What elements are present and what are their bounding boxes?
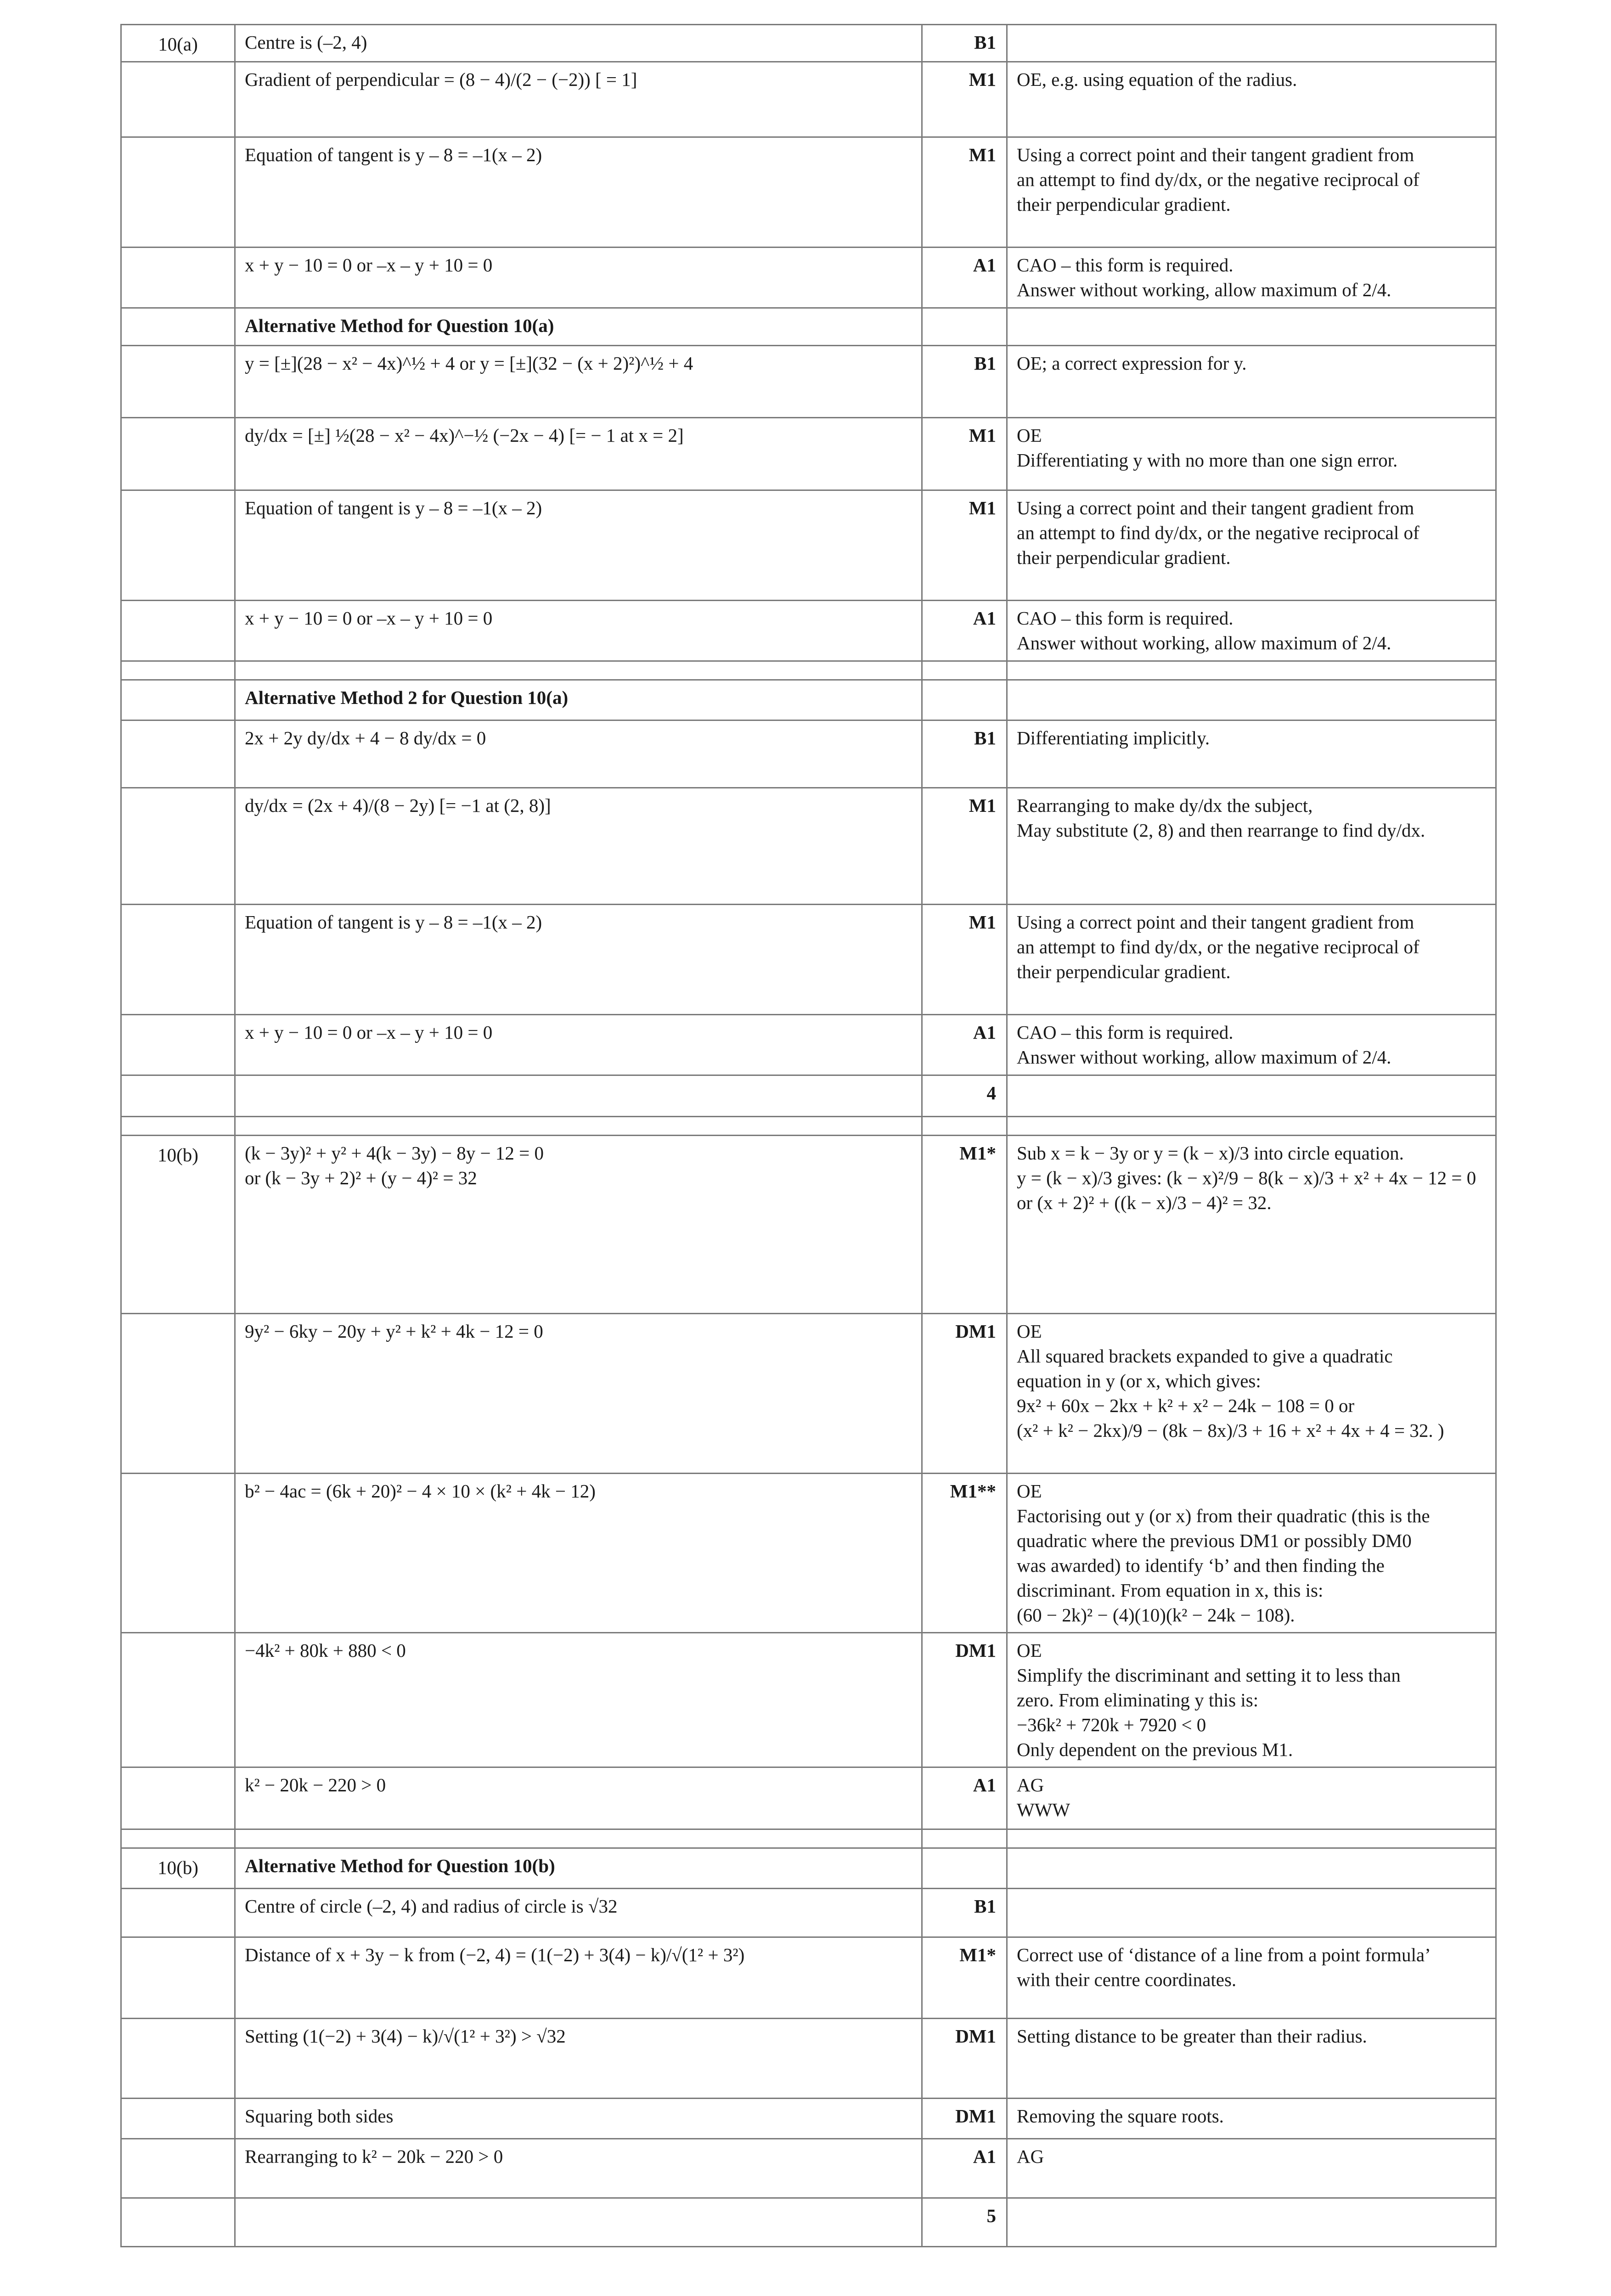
- response-cell: [235, 1136, 922, 1314]
- guidance-line: OE: [1017, 1480, 1042, 1502]
- mark-row: [121, 788, 1496, 905]
- guidance-line: an attempt to find dy/dx, or the negative reciprocal of: [1017, 522, 1419, 543]
- guidance-line: Only dependent on the previous M1.: [1017, 1739, 1293, 1760]
- guidance-line: equation in y (or x, which gives:: [1017, 1370, 1261, 1391]
- marks-cell: M1*: [922, 1937, 1007, 2019]
- guidance-cell: [1007, 1075, 1496, 1117]
- row-separator: [121, 1117, 1496, 1136]
- guidance-cell: [1007, 788, 1496, 905]
- guidance-cell: [1007, 1015, 1496, 1075]
- mark-row: [121, 2198, 1496, 2247]
- mark-row: [121, 2099, 1496, 2139]
- guidance-line: with their centre coordinates.: [1017, 1969, 1237, 1990]
- guidance-cell: [1007, 346, 1496, 418]
- guidance-line: Setting distance to be greater than their radius.: [1017, 2026, 1367, 2047]
- mark-row: [121, 62, 1496, 137]
- response-cell: x + y − 10 = 0 or –x – y + 10 = 0: [235, 1015, 922, 1075]
- question-number: [121, 905, 235, 1015]
- guidance-line: Using a correct point and their tangent gradient from: [1017, 144, 1414, 165]
- response-cell: Centre is (–2, 4): [235, 25, 922, 62]
- mark-scheme-body: [121, 25, 1496, 2247]
- mark-row: [121, 1015, 1496, 1075]
- question-number: [121, 2019, 235, 2099]
- marks-cell: 4: [922, 1075, 1007, 1117]
- guidance-line: (60 − 2k)² − (4)(10)(k² − 24k − 108).: [1017, 1604, 1295, 1626]
- guidance-cell: [1007, 137, 1496, 248]
- question-number: [121, 308, 235, 346]
- guidance-line: OE: [1017, 1321, 1042, 1342]
- guidance-line: May substitute (2, 8) and then rearrange to find dy/dx.: [1017, 820, 1425, 841]
- row-separator: [121, 1829, 1496, 1848]
- response-cell: y = [±](28 − x² − 4x)^½ + 4 or y = [±](32 − (x + 2)²)^½ + 4: [235, 346, 922, 418]
- mark-row: [121, 680, 1496, 720]
- response-cell: dy/dx = (2x + 4)/(8 − 2y) [= −1 at (2, 8)]: [235, 788, 922, 905]
- guidance-cell: [1007, 601, 1496, 661]
- response-cell: Equation of tangent is y – 8 = –1(x – 2): [235, 137, 922, 248]
- response-cell: 9y² − 6ky − 20y + y² + k² + 4k − 12 = 0: [235, 1314, 922, 1474]
- guidance-cell: [1007, 2099, 1496, 2139]
- question-number: [121, 720, 235, 788]
- mark-row: [121, 248, 1496, 308]
- question-number: [121, 346, 235, 418]
- guidance-line: Sub x = k − 3y or y = (k − x)/3 into circle equation.: [1017, 1142, 1404, 1164]
- response-cell: 2x + 2y dy/dx + 4 − 8 dy/dx = 0: [235, 720, 922, 788]
- guidance-line: Rearranging to make dy/dx the subject,: [1017, 795, 1313, 816]
- guidance-cell: [1007, 905, 1496, 1015]
- response-cell: Squaring both sides: [235, 2099, 922, 2139]
- guidance-cell: [1007, 1136, 1496, 1314]
- mark-row: [121, 137, 1496, 248]
- question-number: [121, 1314, 235, 1474]
- response-cell: −4k² + 80k + 880 < 0: [235, 1633, 922, 1767]
- question-number: [121, 2139, 235, 2198]
- marks-cell: DM1: [922, 1633, 1007, 1767]
- mark-row: [121, 1937, 1496, 2019]
- question-number: [121, 1474, 235, 1633]
- guidance-line: Using a correct point and their tangent gradient from: [1017, 912, 1414, 933]
- guidance-cell: [1007, 418, 1496, 490]
- question-number: [121, 1075, 235, 1117]
- response-cell: Alternative Method for Question 10(b): [235, 1848, 922, 1889]
- guidance-cell: [1007, 308, 1496, 346]
- marks-cell: 5: [922, 2198, 1007, 2247]
- guidance-line: OE, e.g. using equation of the radius.: [1017, 69, 1297, 90]
- separator-cell: [922, 1829, 1007, 1848]
- separator-cell: [235, 1117, 922, 1136]
- guidance-cell: [1007, 1767, 1496, 1829]
- marks-cell: M1: [922, 62, 1007, 137]
- response-cell: Gradient of perpendicular = (8 − 4)/(2 − (−2)) [ = 1]: [235, 62, 922, 137]
- guidance-line: OE: [1017, 425, 1042, 446]
- mark-row: [121, 346, 1496, 418]
- question-number: [121, 490, 235, 601]
- marks-cell: M1: [922, 905, 1007, 1015]
- guidance-line: quadratic where the previous DM1 or possibly DM0: [1017, 1530, 1412, 1551]
- marks-cell: [922, 1848, 1007, 1889]
- mark-row: [121, 490, 1496, 601]
- separator-cell: [235, 1829, 922, 1848]
- marks-cell: B1: [922, 720, 1007, 788]
- guidance-line: CAO – this form is required.: [1017, 254, 1234, 276]
- marks-cell: B1: [922, 25, 1007, 62]
- guidance-line: their perpendicular gradient.: [1017, 961, 1231, 982]
- response-cell: [235, 2198, 922, 2247]
- response-cell: Centre of circle (–2, 4) and radius of circle is √32: [235, 1889, 922, 1937]
- separator-cell: [922, 661, 1007, 680]
- guidance-line: AG: [1017, 2146, 1044, 2167]
- guidance-cell: [1007, 680, 1496, 720]
- marks-cell: M1: [922, 418, 1007, 490]
- response-cell: Distance of x + 3y − k from (−2, 4) = (1(−2) + 3(4) − k)/√(1² + 3²): [235, 1937, 922, 2019]
- separator-cell: [121, 1117, 235, 1136]
- separator-cell: [1007, 661, 1496, 680]
- guidance-line: All squared brackets expanded to give a quadratic: [1017, 1345, 1393, 1367]
- separator-cell: [121, 661, 235, 680]
- mark-scheme-table: [120, 24, 1497, 2247]
- separator-cell: [235, 661, 922, 680]
- marks-cell: B1: [922, 1889, 1007, 1937]
- guidance-line: an attempt to find dy/dx, or the negative reciprocal of: [1017, 936, 1419, 957]
- response-cell: Alternative Method 2 for Question 10(a): [235, 680, 922, 720]
- guidance-line: OE; a correct expression for y.: [1017, 353, 1247, 374]
- guidance-cell: [1007, 1474, 1496, 1633]
- guidance-line: their perpendicular gradient.: [1017, 547, 1231, 568]
- separator-cell: [1007, 1829, 1496, 1848]
- guidance-line: Simplify the discriminant and setting it to less than: [1017, 1665, 1401, 1686]
- mark-row: [121, 2139, 1496, 2198]
- mark-row: [121, 1848, 1496, 1889]
- marks-cell: A1: [922, 601, 1007, 661]
- guidance-line: (x² + k² − 2kx)/9 − (8k − 8x)/3 + 16 + x² + 4x + 4 = 32. ): [1017, 1420, 1444, 1441]
- marks-cell: A1: [922, 248, 1007, 308]
- guidance-line: or (x + 2)² + ((k − x)/3 − 4)² = 32.: [1017, 1192, 1272, 1213]
- response-line: (k − 3y)² + y² + 4(k − 3y) − 8y − 12 = 0: [245, 1142, 544, 1164]
- separator-cell: [1007, 1117, 1496, 1136]
- guidance-line: 9x² + 60x − 2kx + k² + x² − 24k − 108 = 0 or: [1017, 1395, 1355, 1416]
- guidance-line: Using a correct point and their tangent gradient from: [1017, 497, 1414, 518]
- guidance-line: Factorising out y (or x) from their quadratic (this is the: [1017, 1505, 1430, 1526]
- response-cell: Rearranging to k² − 20k − 220 > 0: [235, 2139, 922, 2198]
- question-number: [121, 2099, 235, 2139]
- guidance-cell: [1007, 2019, 1496, 2099]
- marks-cell: M1: [922, 490, 1007, 601]
- response-line: or (k − 3y + 2)² + (y − 4)² = 32: [245, 1167, 477, 1188]
- guidance-cell: [1007, 62, 1496, 137]
- mark-row: [121, 1889, 1496, 1937]
- mark-row: [121, 1767, 1496, 1829]
- mark-row: [121, 1075, 1496, 1117]
- question-number: 10(b): [121, 1848, 235, 1889]
- mark-row: [121, 601, 1496, 661]
- mark-row: [121, 418, 1496, 490]
- separator-cell: [922, 1117, 1007, 1136]
- mark-row: [121, 2019, 1496, 2099]
- question-number: [121, 1633, 235, 1767]
- guidance-line: Correct use of ‘distance of a line from a point formula’: [1017, 1944, 1431, 1965]
- question-number: 10(a): [121, 25, 235, 62]
- marks-cell: DM1: [922, 2019, 1007, 2099]
- marks-cell: DM1: [922, 1314, 1007, 1474]
- guidance-cell: [1007, 25, 1496, 62]
- guidance-line: their perpendicular gradient.: [1017, 194, 1231, 215]
- marks-cell: A1: [922, 1015, 1007, 1075]
- guidance-line: Removing the square roots.: [1017, 2105, 1224, 2127]
- question-number: [121, 601, 235, 661]
- question-number: [121, 1937, 235, 2019]
- separator-cell: [121, 1829, 235, 1848]
- row-separator: [121, 661, 1496, 680]
- question-number: [121, 788, 235, 905]
- guidance-line: OE: [1017, 1640, 1042, 1661]
- guidance-line: CAO – this form is required.: [1017, 1022, 1234, 1043]
- response-cell: Setting (1(−2) + 3(4) − k)/√(1² + 3²) > √32: [235, 2019, 922, 2099]
- question-number: [121, 137, 235, 248]
- marks-cell: B1: [922, 346, 1007, 418]
- mark-row: [121, 1314, 1496, 1474]
- response-cell: dy/dx = [±] ½(28 − x² − 4x)^−½ (−2x − 4) [= − 1 at x = 2]: [235, 418, 922, 490]
- question-number: 10(b): [121, 1136, 235, 1314]
- guidance-cell: [1007, 1633, 1496, 1767]
- guidance-line: Differentiating y with no more than one sign error.: [1017, 450, 1398, 471]
- response-cell: Equation of tangent is y – 8 = –1(x – 2): [235, 905, 922, 1015]
- marks-cell: M1: [922, 137, 1007, 248]
- marks-cell: M1*: [922, 1136, 1007, 1314]
- mark-row: [121, 720, 1496, 788]
- response-cell: Equation of tangent is y – 8 = –1(x – 2): [235, 490, 922, 601]
- guidance-line: y = (k − x)/3 gives: (k − x)²/9 − 8(k − x)/3 + x² + 4x − 12 = 0: [1017, 1167, 1476, 1188]
- question-number: [121, 418, 235, 490]
- marks-cell: A1: [922, 1767, 1007, 1829]
- marks-cell: M1: [922, 788, 1007, 905]
- mark-row: [121, 1633, 1496, 1767]
- guidance-line: AG: [1017, 1774, 1044, 1795]
- response-cell: x + y − 10 = 0 or –x – y + 10 = 0: [235, 601, 922, 661]
- guidance-line: discriminant. From equation in x, this is:: [1017, 1580, 1324, 1601]
- marks-cell: [922, 680, 1007, 720]
- marks-cell: DM1: [922, 2099, 1007, 2139]
- guidance-cell: [1007, 2139, 1496, 2198]
- mark-row: [121, 905, 1496, 1015]
- guidance-line: CAO – this form is required.: [1017, 608, 1234, 629]
- marks-cell: A1: [922, 2139, 1007, 2198]
- guidance-line: Differentiating implicitly.: [1017, 727, 1210, 748]
- guidance-line: −36k² + 720k + 7920 < 0: [1017, 1714, 1206, 1735]
- mark-row: [121, 1474, 1496, 1633]
- marks-cell: M1**: [922, 1474, 1007, 1633]
- question-number: [121, 2198, 235, 2247]
- response-cell: Alternative Method for Question 10(a): [235, 308, 922, 346]
- response-cell: [235, 1075, 922, 1117]
- response-cell: k² − 20k − 220 > 0: [235, 1767, 922, 1829]
- question-number: [121, 1889, 235, 1937]
- guidance-line: an attempt to find dy/dx, or the negative reciprocal of: [1017, 169, 1419, 190]
- guidance-cell: [1007, 1848, 1496, 1889]
- question-number: [121, 248, 235, 308]
- guidance-cell: [1007, 490, 1496, 601]
- guidance-line: zero. From eliminating y this is:: [1017, 1689, 1259, 1711]
- question-number: [121, 680, 235, 720]
- question-number: [121, 62, 235, 137]
- guidance-cell: [1007, 248, 1496, 308]
- mark-row: [121, 308, 1496, 346]
- mark-row: [121, 1136, 1496, 1314]
- guidance-line: Answer without working, allow maximum of 2/4.: [1017, 279, 1391, 300]
- guidance-cell: [1007, 1937, 1496, 2019]
- guidance-cell: [1007, 1889, 1496, 1937]
- marks-cell: [922, 308, 1007, 346]
- guidance-line: Answer without working, allow maximum of 2/4.: [1017, 1047, 1391, 1068]
- guidance-line: Answer without working, allow maximum of 2/4.: [1017, 632, 1391, 653]
- mark-row: [121, 25, 1496, 62]
- response-cell: b² − 4ac = (6k + 20)² − 4 × 10 × (k² + 4k − 12): [235, 1474, 922, 1633]
- response-cell: x + y − 10 = 0 or –x – y + 10 = 0: [235, 248, 922, 308]
- guidance-line: was awarded) to identify ‘b’ and then finding the: [1017, 1555, 1385, 1576]
- guidance-cell: [1007, 2198, 1496, 2247]
- question-number: [121, 1767, 235, 1829]
- guidance-line: WWW: [1017, 1799, 1070, 1820]
- question-number: [121, 1015, 235, 1075]
- guidance-cell: [1007, 720, 1496, 788]
- guidance-cell: [1007, 1314, 1496, 1474]
